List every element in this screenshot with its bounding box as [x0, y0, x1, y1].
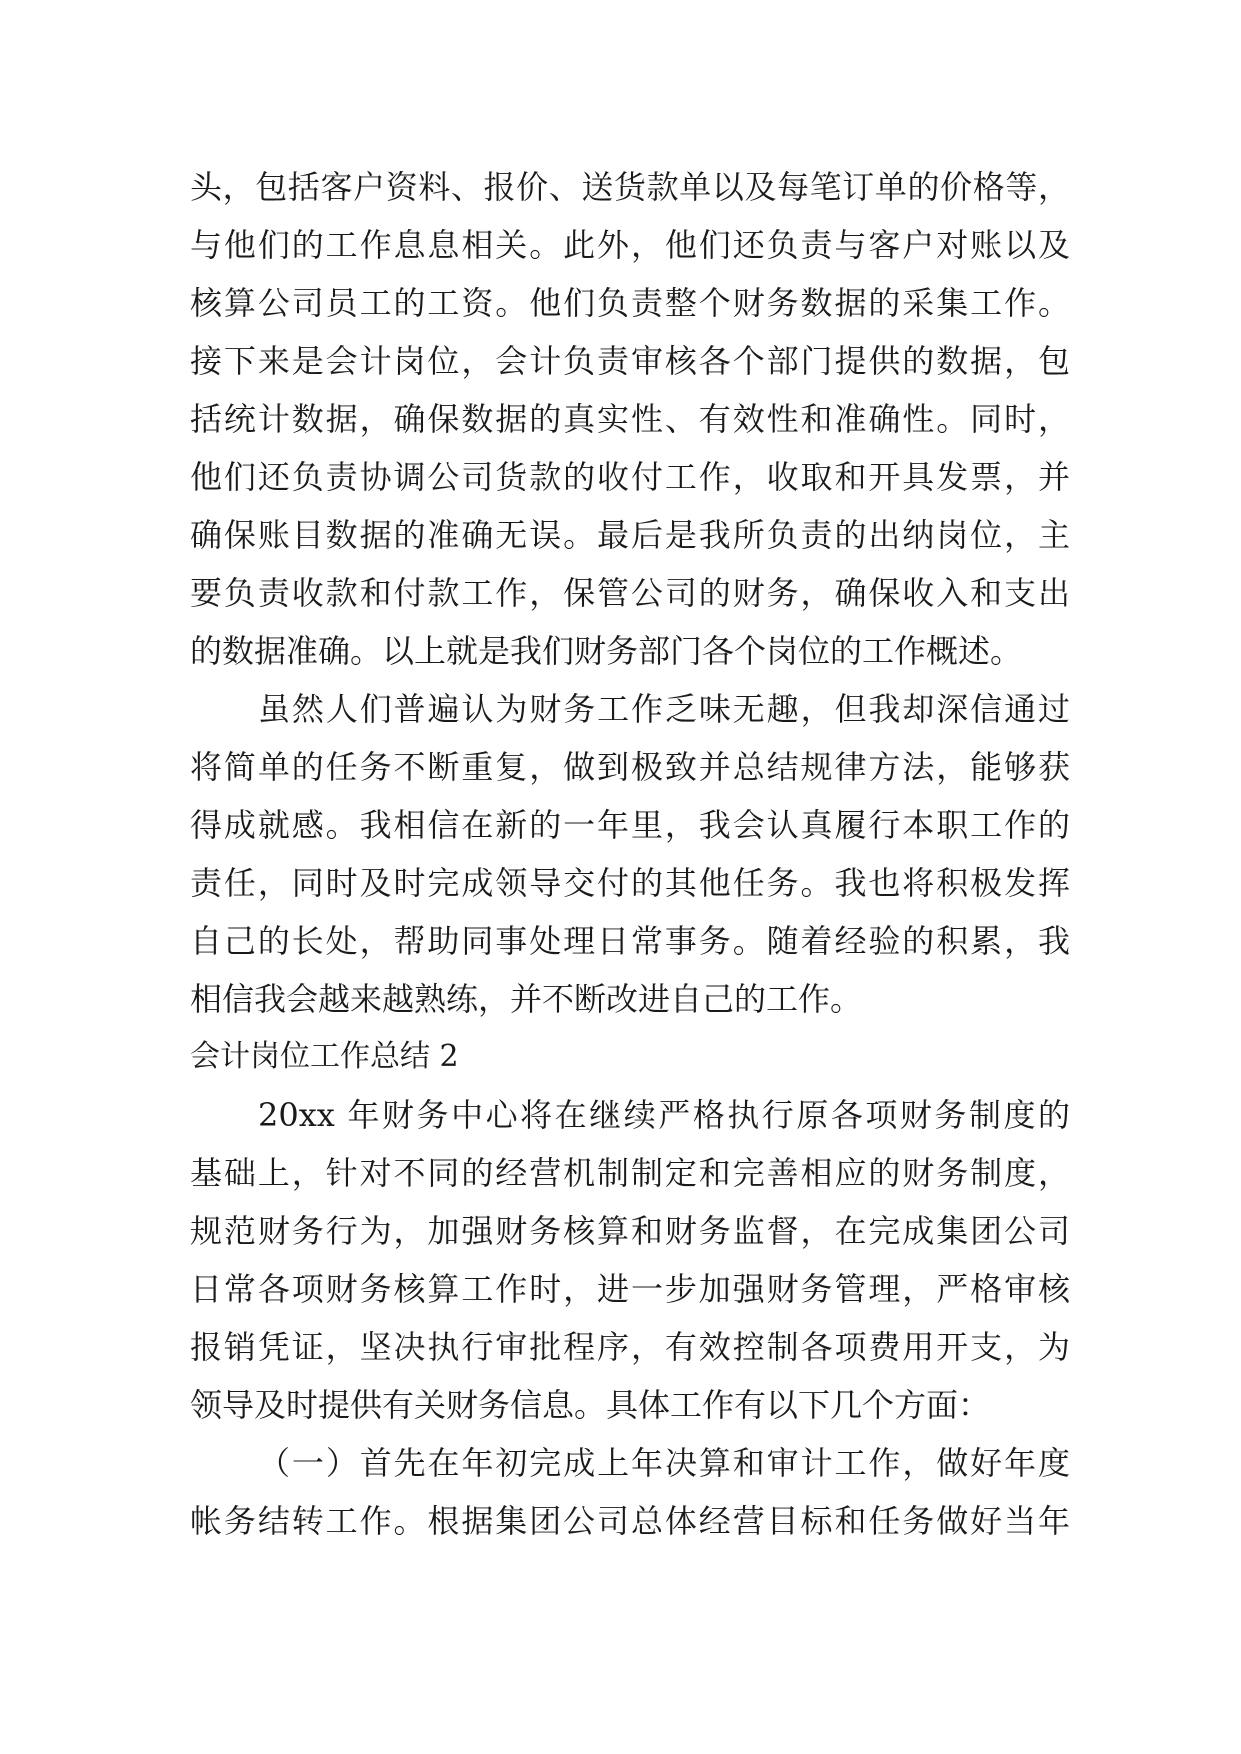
text-line: 责任，同时及时完成领导交付的其他任务。我也将积极发挥: [190, 864, 1070, 902]
text-line: 相信我会越来越熟练，并不断改进自己的工作。: [190, 980, 863, 1018]
text-line: 头，包括客户资料、报价、送货款单以及每笔订单的价格等，: [190, 168, 1070, 206]
text-line: 括统计数据，确保数据的真实性、有效性和准确性。同时，: [190, 400, 1070, 438]
paragraph-first-line: （一）首先在年初完成上年决算和审计工作，做好年度: [258, 1444, 1070, 1482]
text-line: 报销凭证，坚决执行审批程序，有效控制各项费用开支，为: [190, 1328, 1070, 1366]
text-line: 帐务结转工作。根据集团公司总体经营目标和任务做好当年: [190, 1502, 1070, 1540]
text-line: 确保账目数据的准确无误。最后是我所负责的出纳岗位，主: [190, 516, 1070, 554]
text-line: 与他们的工作息息相关。此外，他们还负责与客户对账以及: [190, 226, 1070, 264]
text-line: 规范财务行为，加强财务核算和财务监督，在完成集团公司: [190, 1212, 1070, 1250]
paragraph-first-line: 虽然人们普遍认为财务工作乏味无趣，但我却深信通过: [258, 690, 1070, 728]
text-line: 将简单的任务不断重复，做到极致并总结规律方法，能够获: [190, 748, 1070, 786]
text-line: 的数据准确。以上就是我们财务部门各个岗位的工作概述。: [190, 632, 1023, 670]
text-line: 日常各项财务核算工作时，进一步加强财务管理，严格审核: [190, 1270, 1070, 1308]
text-line: 他们还负责协调公司货款的收付工作，收取和开具发票，并: [190, 458, 1070, 496]
section-heading: 会计岗位工作总结 2: [190, 1039, 459, 1074]
text-line: 接下来是会计岗位，会计负责审核各个部门提供的数据，包: [190, 342, 1070, 380]
text-line: 基础上，针对不同的经营机制制定和完善相应的财务制度，: [190, 1154, 1070, 1192]
document-body: [190, 158, 1070, 1550]
text-line: 自己的长处，帮助同事处理日常事务。随着经验的积累，我: [190, 922, 1070, 960]
text-line: 核算公司员工的工资。他们负责整个财务数据的采集工作。: [190, 284, 1070, 322]
text-line: 领导及时提供有关财务信息。具体工作有以下几个方面：: [190, 1386, 991, 1424]
text-line: 要负责收款和付款工作，保管公司的财务，确保收入和支出: [190, 574, 1070, 612]
paragraph-first-line: 20xx 年财务中心将在继续严格执行原各项财务制度的: [258, 1096, 1070, 1134]
text-line: 得成就感。我相信在新的一年里，我会认真履行本职工作的: [190, 806, 1070, 844]
